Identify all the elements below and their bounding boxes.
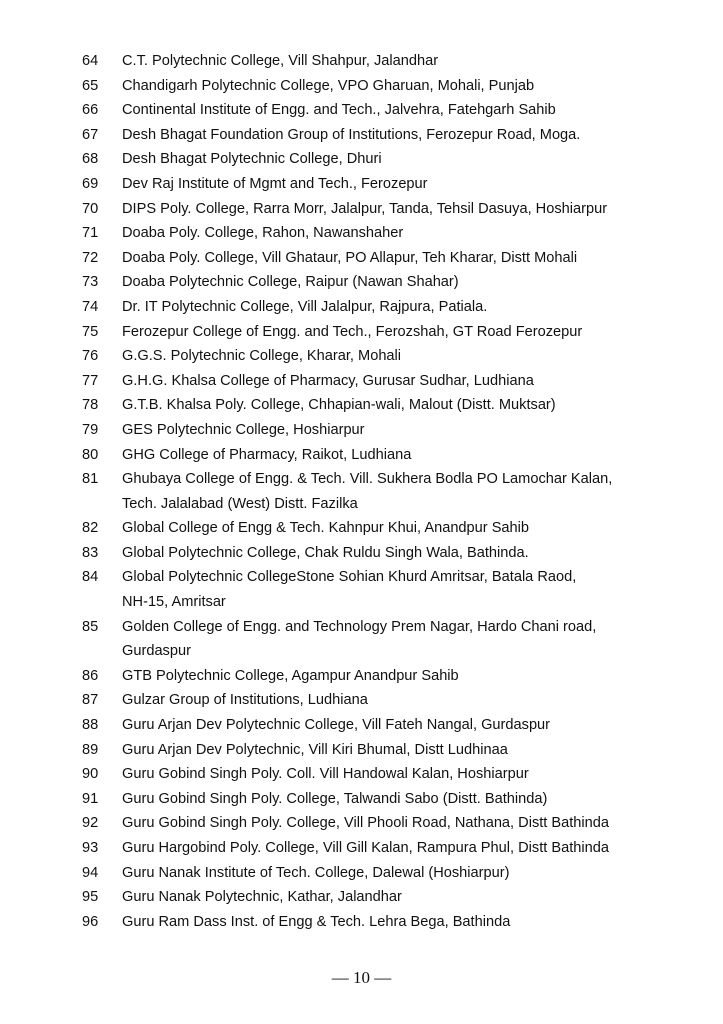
institution-name <box>122 688 682 713</box>
institution-name <box>122 172 682 197</box>
item-number: 95 <box>82 889 99 906</box>
institution-name <box>122 49 682 74</box>
list-item <box>0 443 723 468</box>
institution-name <box>122 516 682 541</box>
institution-line: Guru Ram Dass Inst. of Engg & Tech. Lehra Bega, Bathinda <box>122 913 511 930</box>
institution-line: C.T. Polytechnic College, Vill Shahpur, Jalandhar <box>122 53 439 69</box>
institution-line: Dev Raj Institute of Mgmt and Tech., Ferozepur <box>122 175 428 192</box>
item-number: 73 <box>82 274 99 291</box>
list-item <box>0 713 723 738</box>
institution-name <box>122 615 682 664</box>
institution-name <box>122 541 682 566</box>
list-item <box>0 418 723 443</box>
institution-line: Guru Nanak Polytechnic, Kathar, Jalandhar <box>122 889 402 906</box>
item-number: 90 <box>82 766 99 783</box>
list-item <box>0 320 723 345</box>
item-number: 68 <box>82 151 99 168</box>
institution-line: GES Polytechnic College, Hoshiarpur <box>122 421 365 438</box>
item-number: 67 <box>82 126 99 143</box>
institution-name <box>122 369 682 394</box>
institution-name <box>122 443 682 468</box>
institution-name <box>122 861 682 886</box>
list-item <box>0 738 723 763</box>
item-number: 86 <box>82 667 99 684</box>
institution-line: Guru Gobind Singh Poly. Coll. Vill Handowal Kalan, Hoshiarpur <box>122 766 529 783</box>
list-item <box>0 861 723 886</box>
item-number: 66 <box>82 102 99 119</box>
institution-line: G.G.S. Polytechnic College, Kharar, Mohali <box>122 348 402 365</box>
list-item <box>0 197 723 222</box>
institution-name <box>122 713 682 738</box>
institution-line: Desh Bhagat Foundation Group of Institutions, Ferozepur Road, Moga. <box>122 126 581 143</box>
item-number: 75 <box>82 323 99 340</box>
institution-line: Ferozepur College of Engg. and Tech., Ferozshah, GT Road Ferozepur <box>122 323 583 340</box>
list-item <box>0 74 723 99</box>
institution-name <box>122 74 682 99</box>
institution-line: Guru Gobind Singh Poly. College, Vill Phooli Road, Nathana, Distt Bathinda <box>122 815 610 832</box>
institution-line: Ghubaya College of Engg. & Tech. Vill. Sukhera Bodla PO Lamochar Kalan, <box>122 471 613 488</box>
item-number: 85 <box>82 618 99 635</box>
item-number: 96 <box>82 913 99 930</box>
institution-list <box>0 49 723 934</box>
institution-name <box>122 147 682 172</box>
item-number: 84 <box>82 569 99 586</box>
institution-name <box>122 565 682 614</box>
institution-name <box>122 664 682 689</box>
item-number: 71 <box>82 225 99 242</box>
institution-line: Dr. IT Polytechnic College, Vill Jalalpur, Rajpura, Patiala. <box>122 298 488 315</box>
institution-line: DIPS Poly. College, Rarra Morr, Jalalpur, Tanda, Tehsil Dasuya, Hoshiarpur <box>122 200 608 217</box>
list-item <box>0 664 723 689</box>
institution-line: Guru Nanak Institute of Tech. College, Dalewal (Hoshiarpur) <box>122 864 510 881</box>
list-item <box>0 270 723 295</box>
list-item <box>0 836 723 861</box>
item-number: 70 <box>82 200 99 217</box>
institution-name <box>122 344 682 369</box>
item-number: 94 <box>82 864 99 881</box>
list-item <box>0 910 723 935</box>
list-item <box>0 221 723 246</box>
list-item <box>0 688 723 713</box>
item-number: 80 <box>82 446 99 463</box>
item-number: 82 <box>82 520 99 537</box>
institution-name <box>122 246 682 271</box>
institution-line: G.T.B. Khalsa Poly. College, Chhapian-wali, Malout (Distt. Muktsar) <box>122 397 556 414</box>
institution-line: GTB Polytechnic College, Agampur Anandpur Sahib <box>122 667 459 684</box>
list-item <box>0 246 723 271</box>
item-number: 74 <box>82 298 99 315</box>
item-number: 78 <box>82 397 99 414</box>
institution-name <box>122 762 682 787</box>
item-number: 89 <box>82 741 99 758</box>
institution-line: Guru Hargobind Poly. College, Vill Gill Kalan, Rampura Phul, Distt Bathinda <box>122 840 609 856</box>
institution-line: Global Polytechnic College, Chak Ruldu Singh Wala, Bathinda. <box>122 544 529 561</box>
institution-line: Global College of Engg & Tech. Kahnpur Khui, Anandpur Sahib <box>122 520 530 537</box>
list-item <box>0 369 723 394</box>
institution-name <box>122 811 682 836</box>
item-number: 83 <box>82 544 99 561</box>
institution-name <box>122 221 682 246</box>
item-number: 64 <box>82 53 99 69</box>
institution-line: Doaba Poly. College, Rahon, Nawanshaher <box>122 225 404 242</box>
list-item <box>0 393 723 418</box>
list-item <box>0 344 723 369</box>
list-item <box>0 295 723 320</box>
institution-line: Tech. Jalalabad (West) Distt. Fazilka <box>122 495 358 512</box>
list-item <box>0 762 723 787</box>
institution-line: Chandigarh Polytechnic College, VPO Gharuan, Mohali, Punjab <box>122 77 535 94</box>
list-item <box>0 541 723 566</box>
institution-line: Guru Arjan Dev Polytechnic, Vill Kiri Bhumal, Distt Ludhinaa <box>122 741 508 758</box>
list-item <box>0 516 723 541</box>
list-item <box>0 885 723 910</box>
item-number: 77 <box>82 372 99 389</box>
institution-line: Global Polytechnic CollegeStone Sohian Khurd Amritsar, Batala Raod, <box>122 569 577 586</box>
institution-line: Gurdaspur <box>122 643 191 660</box>
page-number: — 10 — <box>331 968 392 987</box>
item-number: 93 <box>82 840 99 856</box>
list-item <box>0 172 723 197</box>
institution-name <box>122 738 682 763</box>
list-item <box>0 98 723 123</box>
institution-name <box>122 393 682 418</box>
list-item <box>0 467 723 516</box>
institution-name <box>122 467 682 516</box>
list-item <box>0 615 723 664</box>
institution-name <box>122 885 682 910</box>
institution-name <box>122 320 682 345</box>
institution-line: G.H.G. Khalsa College of Pharmacy, Gurusar Sudhar, Ludhiana <box>122 372 534 389</box>
institution-name <box>122 787 682 812</box>
item-number: 92 <box>82 815 99 832</box>
list-item <box>0 811 723 836</box>
institution-line: Gulzar Group of Institutions, Ludhiana <box>122 692 368 709</box>
list-item <box>0 123 723 148</box>
institution-line: Doaba Poly. College, Vill Ghataur, PO Allapur, Teh Kharar, Distt Mohali <box>122 249 578 266</box>
institution-line: Doaba Polytechnic College, Raipur (Nawan Shahar) <box>122 274 459 291</box>
institution-name <box>122 98 682 123</box>
item-number: 91 <box>82 790 99 807</box>
institution-name <box>122 836 682 861</box>
institution-name <box>122 910 682 935</box>
institution-line: Guru Arjan Dev Polytechnic College, Vill Fateh Nangal, Gurdaspur <box>122 717 551 734</box>
institution-line: NH-15, Amritsar <box>122 594 226 611</box>
list-item <box>0 147 723 172</box>
list-item <box>0 49 723 74</box>
institution-name <box>122 197 682 222</box>
item-number: 76 <box>82 348 99 365</box>
institution-name <box>122 123 682 148</box>
institution-line: Continental Institute of Engg. and Tech., Jalvehra, Fatehgarh Sahib <box>122 102 556 119</box>
institution-name <box>122 270 682 295</box>
institution-line: Guru Gobind Singh Poly. College, Talwandi Sabo (Distt. Bathinda) <box>122 790 548 807</box>
item-number: 87 <box>82 692 99 709</box>
item-number: 65 <box>82 77 99 94</box>
item-number: 81 <box>82 471 99 488</box>
item-number: 72 <box>82 249 99 266</box>
list-item <box>0 565 723 614</box>
institution-name <box>122 418 682 443</box>
institution-name <box>122 295 682 320</box>
institution-line: GHG College of Pharmacy, Raikot, Ludhiana <box>122 446 412 463</box>
list-item <box>0 787 723 812</box>
institution-line: Golden College of Engg. and Technology Prem Nagar, Hardo Chani road, <box>122 618 597 635</box>
item-number: 79 <box>82 421 99 438</box>
institution-line: Desh Bhagat Polytechnic College, Dhuri <box>122 151 382 168</box>
item-number: 69 <box>82 175 99 192</box>
item-number: 88 <box>82 717 99 734</box>
